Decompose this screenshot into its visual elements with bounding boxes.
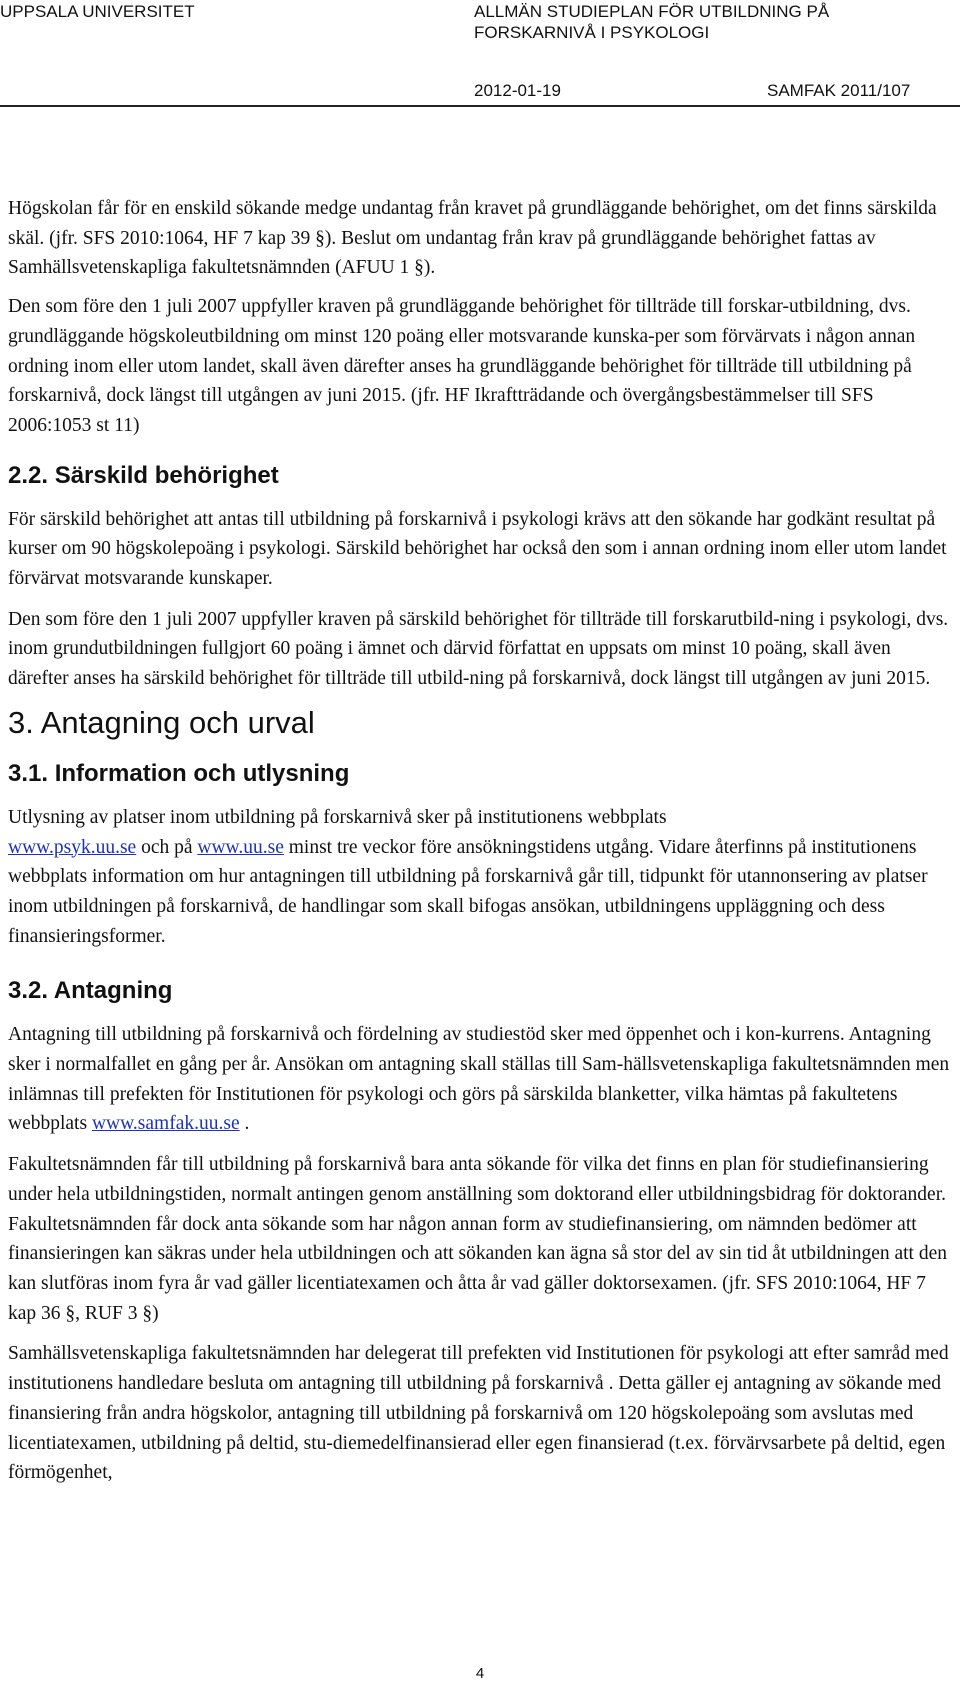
header-date: 2012-01-19 [474,81,561,100]
paragraph-admission [8,1020,952,1139]
paragraph-delegation: Samhällsvetenskapliga fakultetsnämnden har delegerat till prefekten vid Institutionen för psykologi att efter samråd med institutionens handledare besluta om antagning till utbildning på forskarnivå . Detta gäller ej antagning av sökande med finansiering från andra högskolor, antagning till utbildning på forskarnivå om 120 högskolepoäng som avslutas med licentiatexamen, utbildning på deltid, stu-diemedelfinansierad eller egen finansierad (t.ex. förvärvsarbete på deltid, egen förmögenhet, [8,1343,949,1484]
admission-text-a: Antagning till utbildning på forskarnivå och fördelning av studiestöd sker med öppenhet och i kon-kurrens. Antagning sker i normalfallet en gång per år. Ansökan om antagning skall ställas till Sam-hällsvetenskapliga fakultetsnämnden men inlämnas till prefekten för Institutionen för psykologi och görs på särskilda blanketter, vilka hämtas på fakultetens webbplats [8,1024,950,1135]
heading-special-eligibility: 2.2. Särskild behörighet [8,461,279,489]
paragraph-transition-special: Den som före den 1 juli 2007 uppfyller kraven på särskild behörighet för tillträde till forskarutbild-ning i psykologi, dvs. inom grundutbildningen fullgjort 60 poäng i ämnet och därvid författat en uppsats om minst 10 poäng, skall även därefter anses ha särskild behörighet för tillträde till utbild-ning på forskarnivå, dock längst till utgången av juni 2015. [8,608,949,690]
heading-admission: 3.2. Antagning [8,977,173,1005]
paragraph-transition-basic: Den som före den 1 juli 2007 uppfyller kraven på grundläggande behörighet för tillträde till forskar-utbildning, dvs. grundläggande högskoleutbildning om minst 120 poäng eller motsvarande kunska-per som förvärvats i någon annan ordning inom eller utom landet, skall även därefter anses ha grundläggande behörighet för tillträde till utbildning på forskarnivå, dock längst till utgången av juni 2015. (jfr. HF Ikraftträdande och övergångsbestämmelser till SFS 2006:1053 st 11) [8,296,916,436]
header-divider [0,105,960,107]
admission-text-b: . [239,1113,250,1135]
paragraph-exemption: Högskolan får för en enskild sökande medge undantag från kravet på grundläggande behörighet, om det finns särskilda skäl. (jfr. SFS 2010:1064, HF 7 kap 39 §). Beslut om undantag från krav på grundläggande behörighet fattas av Samhällsvetenskapliga fakultetsnämnden (AFUU 1 §). [8,198,937,279]
link-uu[interactable]: www.uu.se [197,836,284,858]
paragraph-study-financing: Fakultetsnämnden får till utbildning på forskarnivå bara anta sökande för vilka det finns en plan för studiefinansiering under hela utbildningstiden, normalt antingen genom anställning som doktorand eller utbildningsbidrag för doktorander. Fakultetsnämnden får dock anta sökande som har någon annan form av studiefinansiering, om nämnden bedömer att finansieringen kan säkras under hela utbildningen och att sökanden kan ägna så stor del av sin tid åt utbildningen att den kan slutföras inom fyra år vad gäller licentiatexamen och åtta år vad gäller doktorsexamen. (jfr. SFS 2010:1064, HF 7 kap 36 §, RUF 3 §) [8,1154,947,1324]
document-body [8,194,952,1499]
link-psyk-uu[interactable]: www.psyk.uu.se [8,836,137,858]
header-document-title [474,1,944,43]
header-title-line-2: FORSKARNIVÅ I PSYKOLOGI [474,23,710,42]
page-header [0,0,960,106]
announcement-text-a: Utlysning av platser inom utbildning på forskarnivå sker på institutionens webbplats [8,806,667,828]
header-university: UPPSALA UNIVERSITET [0,2,195,21]
paragraph-announcement [8,803,952,952]
announcement-text-c: minst tre veckor före ansökningstidens utgång. Vidare återfinns på institutionens webbplats information om hur antagningen till utbildning på forskarnivå går till, tidpunkt för utannonsering av platser inom utbildningen på forskarnivå, de handlingar som skall bifogas ansökan, utbildningens uppläggning och dess finansieringsformer. [8,836,928,947]
announcement-text-b: och på [136,836,198,858]
heading-admission-selection: 3. Antagning och urval [8,704,315,740]
paragraph-special-eligibility: För särskild behörighet att antas till utbildning på forskarnivå i psykologi krävs att den sökande har godkänt resultat på kurser om 90 högskolepoäng i psykologi. Särskild behörighet har också den som i annan ordning inom eller utom landet förvärvat motsvarande kunskaper. [8,508,947,590]
heading-information-announcement: 3.1. Information och utlysning [8,759,350,787]
page-number: 4 [475,1665,485,1682]
header-reference: SAMFAK 2011/107 [767,81,911,100]
header-title-line-1: ALLMÄN STUDIEPLAN FÖR UTBILDNING PÅ [474,2,830,21]
link-samfak-uu[interactable]: www.samfak.uu.se [91,1113,240,1135]
